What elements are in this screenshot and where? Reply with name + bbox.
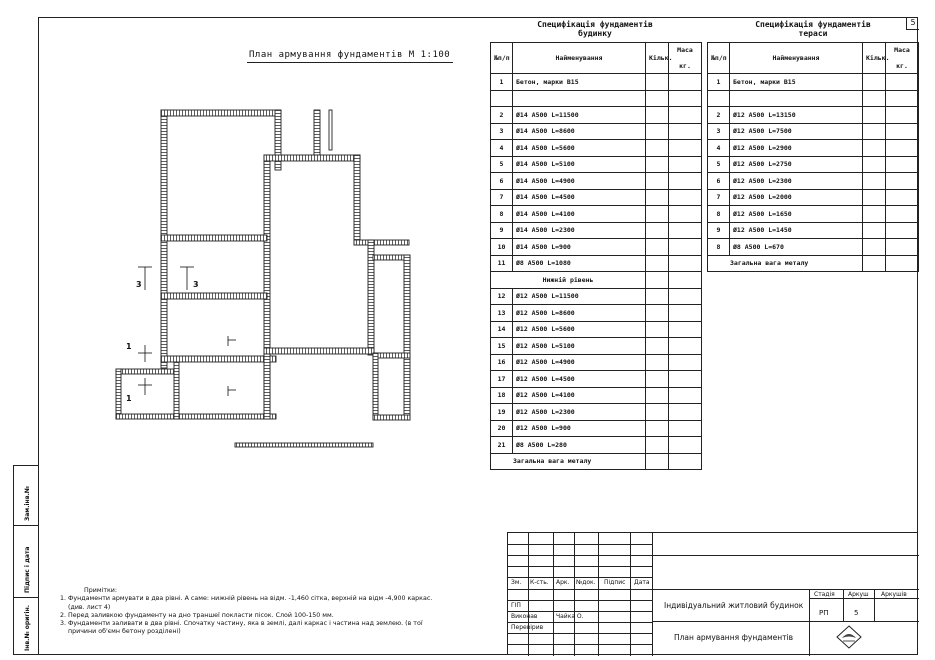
notes [60, 587, 460, 637]
spec-row [491, 140, 702, 157]
sheet-value: 5 [854, 609, 859, 617]
spec-row [708, 74, 919, 91]
row-name: Ø12 А500 L=4900 [513, 354, 646, 371]
col-date: Дата [634, 579, 650, 586]
col-change: Зм. [511, 579, 522, 586]
row-mass [669, 288, 702, 305]
row-qty [863, 173, 886, 190]
row-num: 10 [491, 239, 513, 256]
title-block [507, 532, 918, 655]
row-name: Ø14 А500 L=900 [513, 239, 646, 256]
row-num: 18 [491, 387, 513, 404]
hdr-mass: Маса кг. [886, 43, 919, 74]
side-cell-signature: Підпис і дата [14, 526, 38, 598]
row-name: Ø12 А500 L=8600 [513, 305, 646, 322]
cut-label-3b: 3 [193, 280, 199, 289]
row-mass [669, 321, 702, 338]
row-num: 9 [491, 222, 513, 239]
row-name: Ø12 А500 L=5100 [513, 338, 646, 355]
spec-terrace-table [707, 42, 919, 272]
row-mass [669, 107, 702, 124]
wall-right-step [354, 240, 409, 245]
wall-stub-2 [314, 110, 320, 155]
wall-top [161, 110, 281, 116]
spec-row [708, 206, 919, 223]
row-mass [669, 90, 702, 107]
row-num: 5 [491, 156, 513, 173]
row-mass [886, 74, 919, 91]
row-qty [646, 288, 669, 305]
row-qty [646, 239, 669, 256]
annex-bottom [373, 415, 410, 420]
row-name: Ø12 А500 L=2750 [730, 156, 863, 173]
row-num: 2 [491, 107, 513, 124]
spec-row [491, 107, 702, 124]
row-mass [886, 107, 919, 124]
row-num: 8 [491, 206, 513, 223]
wall-h2 [161, 293, 267, 299]
row-mass [669, 420, 702, 437]
row-qty [863, 140, 886, 157]
hdr-name: Найменування [730, 43, 863, 74]
row-qty [646, 387, 669, 404]
row-mass [669, 206, 702, 223]
cut-label-3a: 3 [136, 280, 142, 289]
section-lower-level: Нижній рівень [491, 272, 646, 289]
note-item: причини об'ємн бетону розділені) [60, 628, 181, 636]
wall-bay-top [116, 369, 176, 374]
row-name: Ø12 А500 L=2300 [730, 173, 863, 190]
row-name: Ø12 А500 L=1650 [730, 206, 863, 223]
row-name: Ø12 А500 L=4500 [513, 371, 646, 388]
row-qty [646, 222, 669, 239]
plan-title-underline [247, 62, 453, 63]
row-name: Ø12 А500 L=11500 [513, 288, 646, 305]
row-qty [863, 90, 886, 107]
row-mass [669, 173, 702, 190]
row-num: 11 [491, 255, 513, 272]
row-qty [646, 156, 669, 173]
wall-bay-left [116, 369, 121, 419]
row-num: 1 [491, 74, 513, 91]
col-doc: №док. [576, 579, 596, 586]
spec-row [491, 321, 702, 338]
footing-strip [235, 443, 373, 447]
row-qty [646, 321, 669, 338]
row-name: Ø14 А500 L=5100 [513, 156, 646, 173]
row-mass [669, 437, 702, 454]
row-mass [886, 123, 919, 140]
spec-row [708, 222, 919, 239]
spec-row [491, 90, 702, 107]
hdr-mass: Маса кг. [669, 43, 702, 74]
row-num: 19 [491, 404, 513, 421]
note-item: 3. Фундаменти заливати в два рівні. Спочатку частину, яка в землі, далі каркас і частина над землею. (в тої [60, 620, 423, 628]
spec-row [491, 189, 702, 206]
row-mass [669, 74, 702, 91]
row-name: Ø12 А500 L=4100 [513, 387, 646, 404]
row-num [708, 90, 730, 107]
row-name: Ø8 А500 L=1080 [513, 255, 646, 272]
spec-row [708, 107, 919, 124]
row-qty [646, 437, 669, 454]
row-name: Ø14 А500 L=11500 [513, 107, 646, 124]
hdr-qty: Кільк. [646, 43, 669, 74]
row-qty [646, 420, 669, 437]
sheet-label: Аркуш [848, 591, 869, 598]
spec-house-table [490, 42, 702, 470]
row-mass [669, 354, 702, 371]
row-name: Ø12 А500 L=2000 [730, 189, 863, 206]
wall-right-upper [354, 155, 360, 245]
row-name [513, 90, 646, 107]
row-num: 4 [491, 140, 513, 157]
spec-row [491, 437, 702, 454]
row-mass [886, 239, 919, 256]
row-num: 3 [491, 123, 513, 140]
row-mass [669, 222, 702, 239]
row-qty [863, 156, 886, 173]
row-name: Ø14 А500 L=4500 [513, 189, 646, 206]
spec-row [491, 387, 702, 404]
note-item: 2. Перед заливкою фундаменту на дно траншеї покласти пісок. Слой 100-150 мм. [60, 611, 334, 619]
row-mass [669, 123, 702, 140]
row-mass [669, 156, 702, 173]
row-num: 7 [491, 189, 513, 206]
spec-row [491, 222, 702, 239]
sheet-title: План армування фундаментів [674, 633, 794, 642]
row-qty [646, 206, 669, 223]
cut-label-1a: 1 [126, 342, 132, 351]
row-name: Ø14 А500 L=2300 [513, 222, 646, 239]
row-mass [886, 173, 919, 190]
row-qty [646, 74, 669, 91]
spec-row [491, 74, 702, 91]
spec-row [708, 239, 919, 256]
row-qty [646, 107, 669, 124]
spec-row [491, 206, 702, 223]
row-qty [863, 74, 886, 91]
row-mass [886, 206, 919, 223]
col-count: К-сть. [530, 579, 549, 586]
row-num: 7 [708, 189, 730, 206]
plan-title: План армування фундаментів М 1:100 [249, 50, 451, 60]
row-mass [669, 255, 702, 272]
row-mass [669, 305, 702, 322]
wall-h1 [161, 235, 267, 241]
row-num: 8 [708, 206, 730, 223]
hdr-name: Найменування [513, 43, 646, 74]
row-num: 1 [708, 74, 730, 91]
row-qty [646, 338, 669, 355]
row-name: Ø12 А500 L=7500 [730, 123, 863, 140]
row-qty [863, 222, 886, 239]
spec-row [708, 90, 919, 107]
role-gip: ГІП [511, 602, 521, 609]
row-name: Бетон, марки В15 [730, 74, 863, 91]
row-qty [863, 239, 886, 256]
sheets-label: Аркушів [881, 591, 907, 598]
row-name: Ø8 А500 L=280 [513, 437, 646, 454]
row-qty [646, 123, 669, 140]
row-num: 15 [491, 338, 513, 355]
foundation-plan [100, 100, 420, 460]
row-name: Бетон, марки В15 [513, 74, 646, 91]
spec-row [708, 140, 919, 157]
wall-bay-bottom [116, 414, 276, 419]
notes-heading: Примітки: [84, 587, 118, 594]
row-qty [646, 140, 669, 157]
row-num: 4 [708, 140, 730, 157]
row-name: Ø12 А500 L=5600 [513, 321, 646, 338]
row-name: Ø14 А500 L=4100 [513, 206, 646, 223]
row-mass [669, 189, 702, 206]
row-name: Ø12 А500 L=1450 [730, 222, 863, 239]
cut-label-1b: 1 [126, 394, 132, 403]
col-sheet: Арк. [556, 579, 570, 586]
wall-h4 [264, 348, 374, 354]
row-mass [669, 140, 702, 157]
executor-name: Чайка О. [556, 613, 584, 620]
role-executed: Виконав [511, 613, 538, 620]
annex-right [404, 255, 410, 420]
company-logo-icon [836, 625, 862, 649]
wall-central-top [264, 155, 360, 161]
spec-house-title: Специфікація фундаментів будинку [537, 20, 653, 38]
row-num: 6 [708, 173, 730, 190]
row-name: Ø14 А500 L=8600 [513, 123, 646, 140]
col-signature: Підпис [604, 579, 626, 586]
note-item: (див. лист 4) [60, 603, 111, 611]
row-num: 16 [491, 354, 513, 371]
spec-row [491, 420, 702, 437]
project-name: Індивідуальний житловий будинок [664, 601, 804, 610]
row-mass [669, 404, 702, 421]
spec-terrace-title: Специфікація фундаментів тераси [755, 20, 871, 38]
row-mass [669, 387, 702, 404]
stage-value: РП [819, 609, 829, 617]
row-num: 14 [491, 321, 513, 338]
wall-stub-3 [329, 110, 332, 150]
spec-row [708, 123, 919, 140]
row-name: Ø8 А500 L=670 [730, 239, 863, 256]
spec-row [491, 123, 702, 140]
spec-row [491, 354, 702, 371]
row-qty [863, 107, 886, 124]
row-mass [886, 189, 919, 206]
terrace-total: Загальна вага металу [708, 255, 863, 272]
row-num [491, 90, 513, 107]
row-qty [863, 206, 886, 223]
row-name: Ø12 А500 L=2300 [513, 404, 646, 421]
row-num: 12 [491, 288, 513, 305]
hdr-num: №п/п [491, 43, 513, 74]
row-mass [886, 90, 919, 107]
row-mass [886, 222, 919, 239]
row-qty [863, 189, 886, 206]
spec-row [491, 371, 702, 388]
row-qty [646, 173, 669, 190]
row-qty [646, 371, 669, 388]
spec-row [708, 189, 919, 206]
row-num: 2 [708, 107, 730, 124]
row-qty [646, 305, 669, 322]
side-cell-replaced: Зам.інв.№ [14, 466, 38, 526]
row-qty [646, 90, 669, 107]
row-mass [886, 140, 919, 157]
row-mass [669, 338, 702, 355]
spec-row [708, 156, 919, 173]
stage-label: Стадія [814, 591, 835, 598]
row-name: Ø12 А500 L=900 [513, 420, 646, 437]
wall-bottom-center [264, 354, 270, 419]
spec-row [491, 255, 702, 272]
row-num: 13 [491, 305, 513, 322]
row-name: Ø14 А500 L=5600 [513, 140, 646, 157]
row-name: Ø12 А500 L=13150 [730, 107, 863, 124]
row-qty [646, 255, 669, 272]
row-num: 9 [708, 222, 730, 239]
row-num: 8 [708, 239, 730, 256]
row-name [730, 90, 863, 107]
house-total: Загальна вага металу [491, 453, 646, 470]
row-qty [863, 123, 886, 140]
row-num: 21 [491, 437, 513, 454]
spec-row [491, 404, 702, 421]
row-mass [669, 371, 702, 388]
sheet-number: 5 [906, 17, 919, 30]
row-num: 17 [491, 371, 513, 388]
spec-row [491, 239, 702, 256]
annex-mid [373, 353, 410, 358]
row-num: 5 [708, 156, 730, 173]
wall-bay-right [174, 362, 179, 419]
row-qty [646, 354, 669, 371]
row-name: Ø14 А500 L=4900 [513, 173, 646, 190]
row-mass [886, 156, 919, 173]
row-name: Ø12 А500 L=2900 [730, 140, 863, 157]
note-item: 1. Фундаменти армувати в два рівні. А саме: нижній рівень на відм. -1,460 сітка, верхній на відм -4,900 каркас. [60, 595, 433, 603]
spec-row [491, 338, 702, 355]
row-qty [646, 404, 669, 421]
role-checked: Перевірив [511, 624, 544, 631]
row-qty [646, 189, 669, 206]
wall-h3 [161, 356, 276, 362]
row-mass [669, 239, 702, 256]
side-strip [13, 465, 38, 655]
hdr-qty: Кільк. [863, 43, 886, 74]
row-num: 3 [708, 123, 730, 140]
spec-row [491, 305, 702, 322]
spec-row [491, 288, 702, 305]
row-num: 6 [491, 173, 513, 190]
spec-row [491, 173, 702, 190]
spec-row [708, 173, 919, 190]
row-num: 20 [491, 420, 513, 437]
side-cell-original: Інв.№ оригін. [24, 605, 31, 651]
annex-left [373, 353, 378, 420]
hdr-num: №п/п [708, 43, 730, 74]
spec-row [491, 156, 702, 173]
